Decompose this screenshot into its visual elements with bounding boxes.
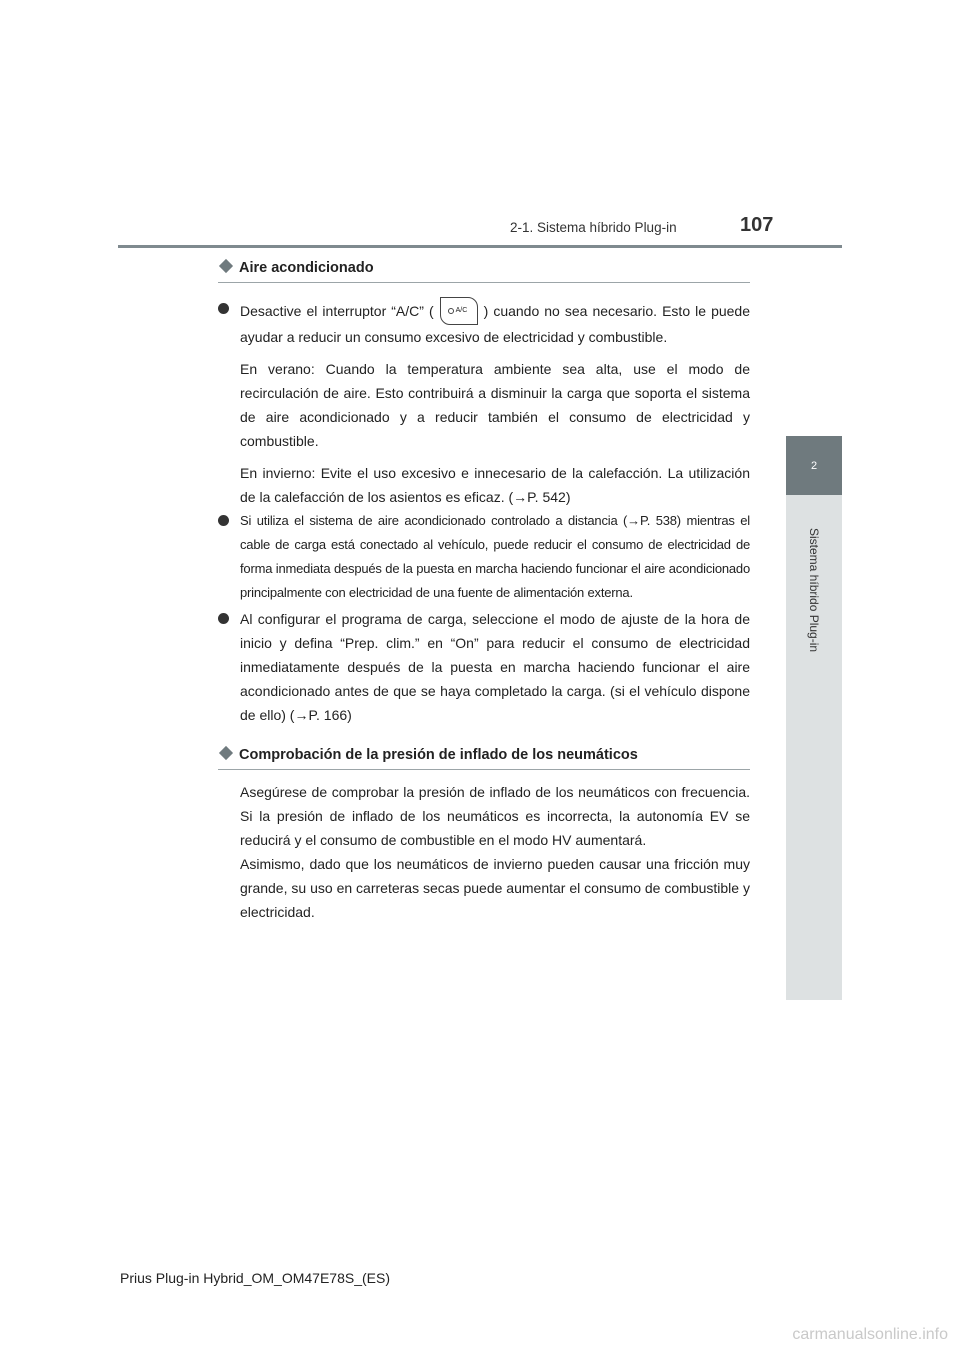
bullet-dot-icon: [218, 303, 229, 314]
bullet-dot-icon: [218, 613, 229, 624]
header-section-title: 2-1. Sistema híbrido Plug-in: [510, 220, 677, 235]
paragraph-winter: En invierno: Evite el uso excesivo e innecesario de la calefacción. La utilización de la calefacción de los asientos es eficaz. (→P. 542): [240, 465, 750, 505]
bullet-item-ac-switch: Desactive el interruptor “A/C” ( A/C ) cuando no sea necesario. Esto le puede ayudar a reducir un consumo excesivo de electricidad y combustible.: [218, 297, 750, 349]
bullet-item-charge-schedule: Al configurar el programa de carga, seleccione el modo de ajuste de la hora de inicio y defina “Prep. clim.” en “On” para reducir el consumo de electricidad inmediatamente después de la puesta en marcha haciendo funcionar el aire acondicionado antes de que se haya completado la carga. (si el vehículo dispone de ello) (→P. 166): [218, 607, 750, 727]
diamond-icon: [219, 746, 233, 760]
paragraph-summer: En verano: Cuando la temperatura ambiente sea alta, use el modo de recirculación de aire. Esto contribuirá a disminuir la carga que soporta el sistema de aire acondicionado y a reducir también el consumo de electricidad y combustible.: [240, 361, 750, 449]
paragraph-tire-pressure: Asegúrese de comprobar la presión de inflado de los neumáticos con frecuencia. Si la presión de inflado de los neumáticos es incorrecta, la autonomía EV se reducirá y el consumo de combustible en el modo HV aumentará.: [240, 784, 750, 848]
section-heading-tire-pressure: Comprobación de la presión de inflado de los neumáticos: [218, 737, 750, 770]
footer-document-id: Prius Plug-in Hybrid_OM_OM47E78S_(ES): [120, 1270, 390, 1286]
bullet-item-remote-ac: Si utiliza el sistema de aire acondicionado controlado a distancia (→P. 538) mientras el cable de carga está conectado al vehículo, puede reducir el consumo de electricidad de forma inmediata después de la puesta en marcha haciendo funcionar el aire acondicionado principalmente con electricidad de una fuente de alimentación externa.: [218, 509, 750, 605]
paragraph-winter-tires: Asimismo, dado que los neumáticos de invierno pueden causar una fricción muy grande, su uso en carreteras secas puede aumentar el consumo de combustible y electricidad.: [240, 856, 750, 920]
side-tab-label: Sistema híbrido Plug-in: [807, 527, 821, 653]
side-tab-number[interactable]: 2: [786, 436, 842, 495]
header-rule: [118, 245, 842, 248]
page-number: 107: [740, 214, 774, 236]
page-content: [218, 250, 750, 924]
ac-button-icon: A/C: [440, 297, 478, 325]
section-heading-air-conditioning: Aire acondicionado: [218, 250, 750, 283]
watermark: carmanualsonline.info: [792, 1326, 948, 1343]
diamond-icon: [219, 259, 233, 273]
bullet-dot-icon: [218, 515, 229, 526]
